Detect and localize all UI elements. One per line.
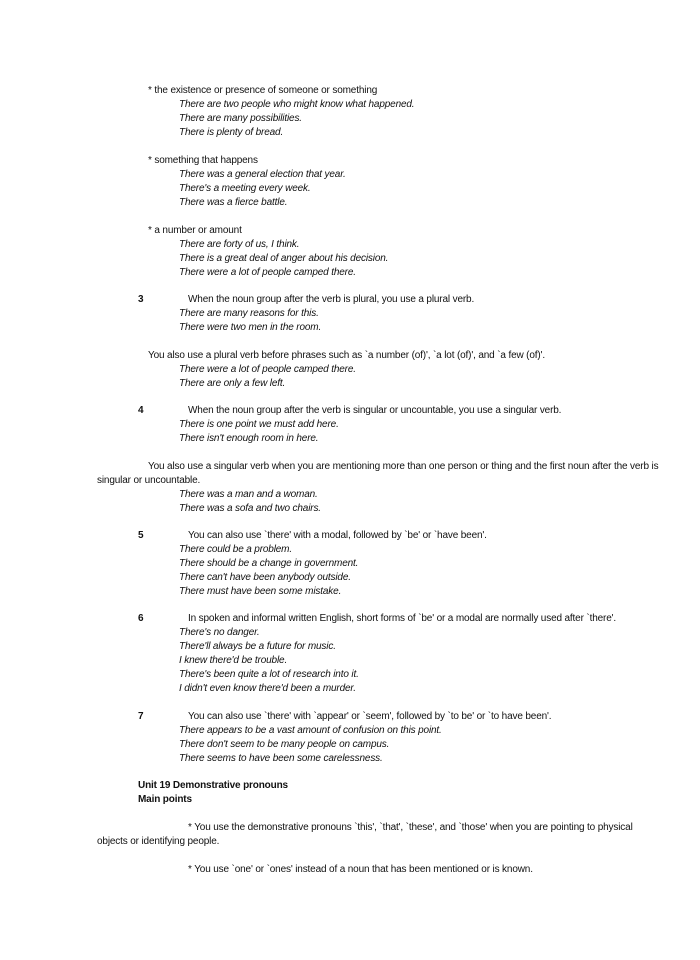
unit-bullet2: * You use `one' or `ones' instead of a noun that has been mentioned or is known. [188, 864, 533, 875]
block1-example-2: There are many possibilities. [179, 113, 302, 124]
point5-text: You can also use `there' with a modal, followed by `be' or `have been'. [188, 530, 487, 541]
note2-example-2: There was a sofa and two chairs. [179, 503, 321, 514]
point6-example-5: I didn't even know there'd been a murder. [179, 683, 356, 694]
point6-number: 6 [138, 613, 144, 624]
point5-example-1: There could be a problem. [179, 544, 292, 555]
block3-example-2: There is a great deal of anger about his decision. [179, 253, 389, 264]
block1-example-3: There is plenty of bread. [179, 127, 284, 138]
point3-text: When the noun group after the verb is plural, you use a plural verb. [188, 294, 475, 305]
point4-number: 4 [138, 405, 144, 416]
note1-example-1: There were a lot of people camped there. [179, 364, 356, 375]
point6-example-4: There's been quite a lot of research into it. [179, 669, 359, 680]
block2-example-2: There's a meeting every week. [179, 183, 311, 194]
point4-example-1: There is one point we must add here. [179, 419, 339, 430]
point7-example-1: There appears to be a vast amount of confusion on this point. [179, 725, 442, 736]
block2-example-1: There was a general election that year. [179, 169, 346, 180]
point6-example-1: There's no danger. [179, 627, 260, 638]
block1-example-1: There are two people who might know what happened. [179, 99, 415, 110]
block3-heading: * a number or amount [148, 225, 242, 236]
point3-number: 3 [138, 294, 144, 305]
unit-bullet1-line2: objects or identifying people. [97, 836, 220, 847]
point5-example-3: There can't have been anybody outside. [179, 572, 351, 583]
point6-example-2: There'll always be a future for music. [179, 641, 336, 652]
note2-example-1: There was a man and a woman. [179, 489, 318, 500]
note2-line1: You also use a singular verb when you are mentioning more than one person or thing and the first noun after the verb is [148, 461, 659, 472]
block1-heading: * the existence or presence of someone or something [148, 85, 378, 96]
unit-bullet1-line1: * You use the demonstrative pronouns `this', `that', `these', and `those' when you are pointing to physical [188, 822, 633, 833]
point7-number: 7 [138, 711, 144, 722]
point4-text: When the noun group after the verb is singular or uncountable, you use a singular verb. [188, 405, 562, 416]
point3-example-2: There were two men in the room. [179, 322, 322, 333]
point4-example-2: There isn't enough room in here. [179, 433, 319, 444]
point5-number: 5 [138, 530, 144, 541]
point7-text: You can also use `there' with `appear' or `seem', followed by `to be' or `to have been'. [188, 711, 552, 722]
point6-example-3: I knew there'd be trouble. [179, 655, 288, 666]
unit-title: Unit 19 Demonstrative pronouns [138, 780, 288, 791]
note1-text: You also use a plural verb before phrases such as `a number (of)', `a lot (of)', and `a few (of)'. [148, 350, 545, 361]
note1-example-2: There are only a few left. [179, 378, 286, 389]
unit-subtitle: Main points [138, 794, 192, 805]
point7-example-2: There don't seem to be many people on campus. [179, 739, 390, 750]
note2-line2: singular or uncountable. [97, 475, 201, 486]
point3-example-1: There are many reasons for this. [179, 308, 319, 319]
point7-example-3: There seems to have been some carelessness. [179, 753, 383, 764]
block2-example-3: There was a fierce battle. [179, 197, 288, 208]
point6-text: In spoken and informal written English, short forms of `be' or a modal are normally used after `there'. [188, 613, 617, 624]
point5-example-2: There should be a change in government. [179, 558, 359, 569]
point5-example-4: There must have been some mistake. [179, 586, 342, 597]
block3-example-3: There were a lot of people camped there. [179, 267, 356, 278]
block3-example-1: There are forty of us, I think. [179, 239, 300, 250]
block2-heading: * something that happens [148, 155, 258, 166]
